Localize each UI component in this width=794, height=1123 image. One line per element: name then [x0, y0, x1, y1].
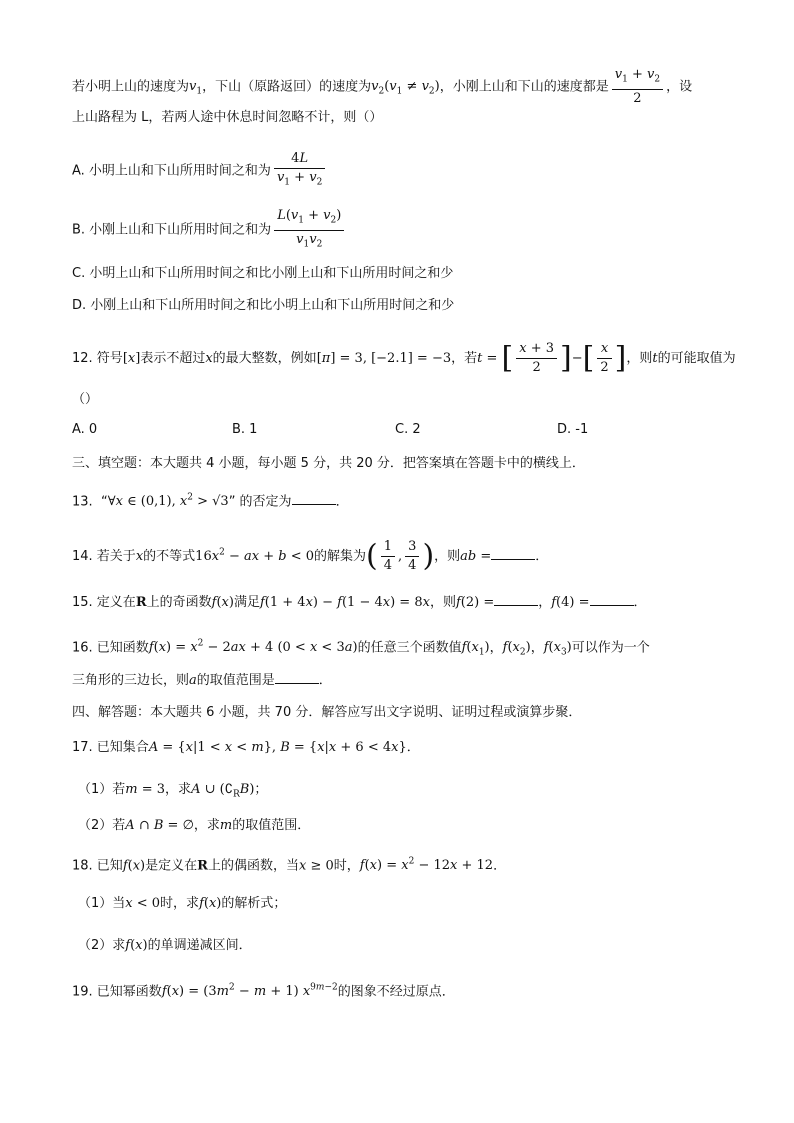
- q17: 17. 已知集合A = {x|1 < x < m}, B = {x|x + 6 < 4x}．: [72, 740, 420, 755]
- math-floor-examples: [π] = 3, [−2.1] = −3: [316, 351, 452, 366]
- math-frac-Lv: $\frac{L(v_1 + v_2)}{v_1v_2}$: [274, 207, 344, 253]
- q11-line1: 若小明上山的速度为$v_1$，下山（原路返回）的速度为$v_2(v_1 \ne v_2)$，小刚上山和下山的速度都是 $\frac{v_1 + v_2}{2}$ ，设: [72, 67, 693, 106]
- q11-option-c: C. 小明上山和下山所用时间之和比小刚上山和下山所用时间之和少: [72, 266, 454, 281]
- math-q19-power-func: $f(x) = (3m^2 - m + 1)$ $x^{9m-2}$: [161, 983, 338, 1000]
- q17-part1: （1）若m = 3，求A ∪ $(∁_RB)$；: [78, 782, 268, 800]
- q12-paren: （）: [72, 392, 99, 407]
- answer-blank: [590, 592, 634, 606]
- q11-option-b: B. 小刚上山和下山所用时间之和为 $\frac{L(v_1 + v_2)}{v_1v_2}$: [72, 207, 347, 253]
- section-4-heading: 四、解答题：本大题共 6 小题，共 70 分．解答应写出文字说明、证明过程或演算步聚．: [72, 705, 582, 720]
- q16-line2: 三角形的三边长，则a的取值范围是 ．: [72, 670, 332, 691]
- math-avg-speed: $\frac{v_1 + v_2}{2}$: [612, 66, 663, 108]
- math-q14-interval: ( $\frac{1}{4}$ , $\frac{3}{4}$ ): [366, 538, 435, 574]
- q12-option-c: C. 2: [395, 422, 421, 437]
- q19: 19. 已知幂函数$f(x) = (3m^2 - m + 1)$ $x^{9m-2}$的图象不经过原点．: [72, 983, 455, 1000]
- q14: 14. 若关于x的不等式$16x^2$ − ax + b < 0的解集为( $\frac{1}{4}$ , $\frac{3}{4}$ )，则ab = ．: [72, 538, 549, 574]
- math-v2-cond: $v_2(v_1 \ne v_2)$: [371, 79, 440, 97]
- math-q17-sets: A = {x|1 < x < m}, B = {x|x + 6 < 4x}: [148, 740, 407, 755]
- q18-part2: （2）求f(x)的单调递减区间．: [78, 938, 252, 953]
- q18: 18. 已知f(x)是定义在R上的偶函数，当x ≥ 0时，$f(x) = x^2 - 12x + 12$．: [72, 857, 507, 874]
- q16-line1: 16. 已知函数$f(x) = x^2 - 2ax + 4$ (0 < x < 3a)的任意三个函数值$f(x_1)$，$f(x_2)$，$f(x_3)$可以作为一个: [72, 639, 650, 658]
- q13: 13. “∀x ∈ (0,1), $x^2 > √3$” 的否定为 ．: [72, 493, 349, 510]
- math-t-def: t = [ $\frac{x + 3}{2}$ ]−[ $\frac{x}{2}$ ]: [477, 340, 627, 376]
- math-q16-func: $f(x) = x^2 - 2ax + 4$ (0 < x < 3a): [148, 639, 358, 656]
- answer-blank: [292, 491, 336, 505]
- math-v1: $v_1$: [189, 79, 203, 97]
- q11-option-d: D. 小刚上山和下山所用时间之和比小明上山和下山所用时间之和少: [72, 298, 455, 313]
- q11-option-a: A. 小明上山和下山所用时间之和为 $\frac{4L}{v_1 + v_2}$: [72, 150, 328, 192]
- q12-option-b: B. 1: [232, 422, 258, 437]
- q18-part1: （1）当x < 0时，求f(x)的解析式；: [78, 896, 287, 911]
- math-q15-eq: f(1 + 4x) − f(1 − 4x) = 8x: [259, 595, 430, 610]
- answer-blank: [491, 546, 535, 560]
- math-floor-x: [x]: [122, 351, 141, 366]
- q15: 15. 定义在R上的奇函数f(x)满足f(1 + 4x) − f(1 − 4x) = 8x，则f(2) = ，f(4) = ．: [72, 592, 647, 613]
- math-q17-union: A ∪ $(∁_RB)$: [191, 782, 255, 800]
- q17-part2: （2）若A ∩ B = ∅，求m的取值范围．: [78, 818, 311, 833]
- math-q13-prop: ∀x ∈ (0,1), $x^2 > √3$: [107, 493, 229, 510]
- q12-option-d: D. -1: [557, 422, 589, 437]
- math-q18-func: $f(x) = x^2 - 12x + 12$: [359, 857, 494, 874]
- q11-line2: 上山路程为 L，若两人途中休息时间忽略不计，则（）: [72, 110, 383, 125]
- math-frac-4L: $\frac{4L}{v_1 + v_2}$: [274, 150, 325, 192]
- section-3-heading: 三、填空题：本大题共 4 小题，每小题 5 分，共 20 分．把答案填在答题卡中的横线上．: [72, 456, 585, 471]
- answer-blank: [494, 592, 538, 606]
- q12-line1: 12. 符号[x]表示不超过x的最大整数，例如[π] = 3, [−2.1] = −3，若t = [ $\frac{x + 3}{2}$ ]−[ $\frac{x}{2}$ ]，则t的可能取值为: [72, 340, 736, 376]
- q12-option-a: A. 0: [72, 422, 98, 437]
- math-q14-ineq: $16x^2$ − ax + b < 0: [195, 547, 314, 564]
- answer-blank: [275, 670, 319, 684]
